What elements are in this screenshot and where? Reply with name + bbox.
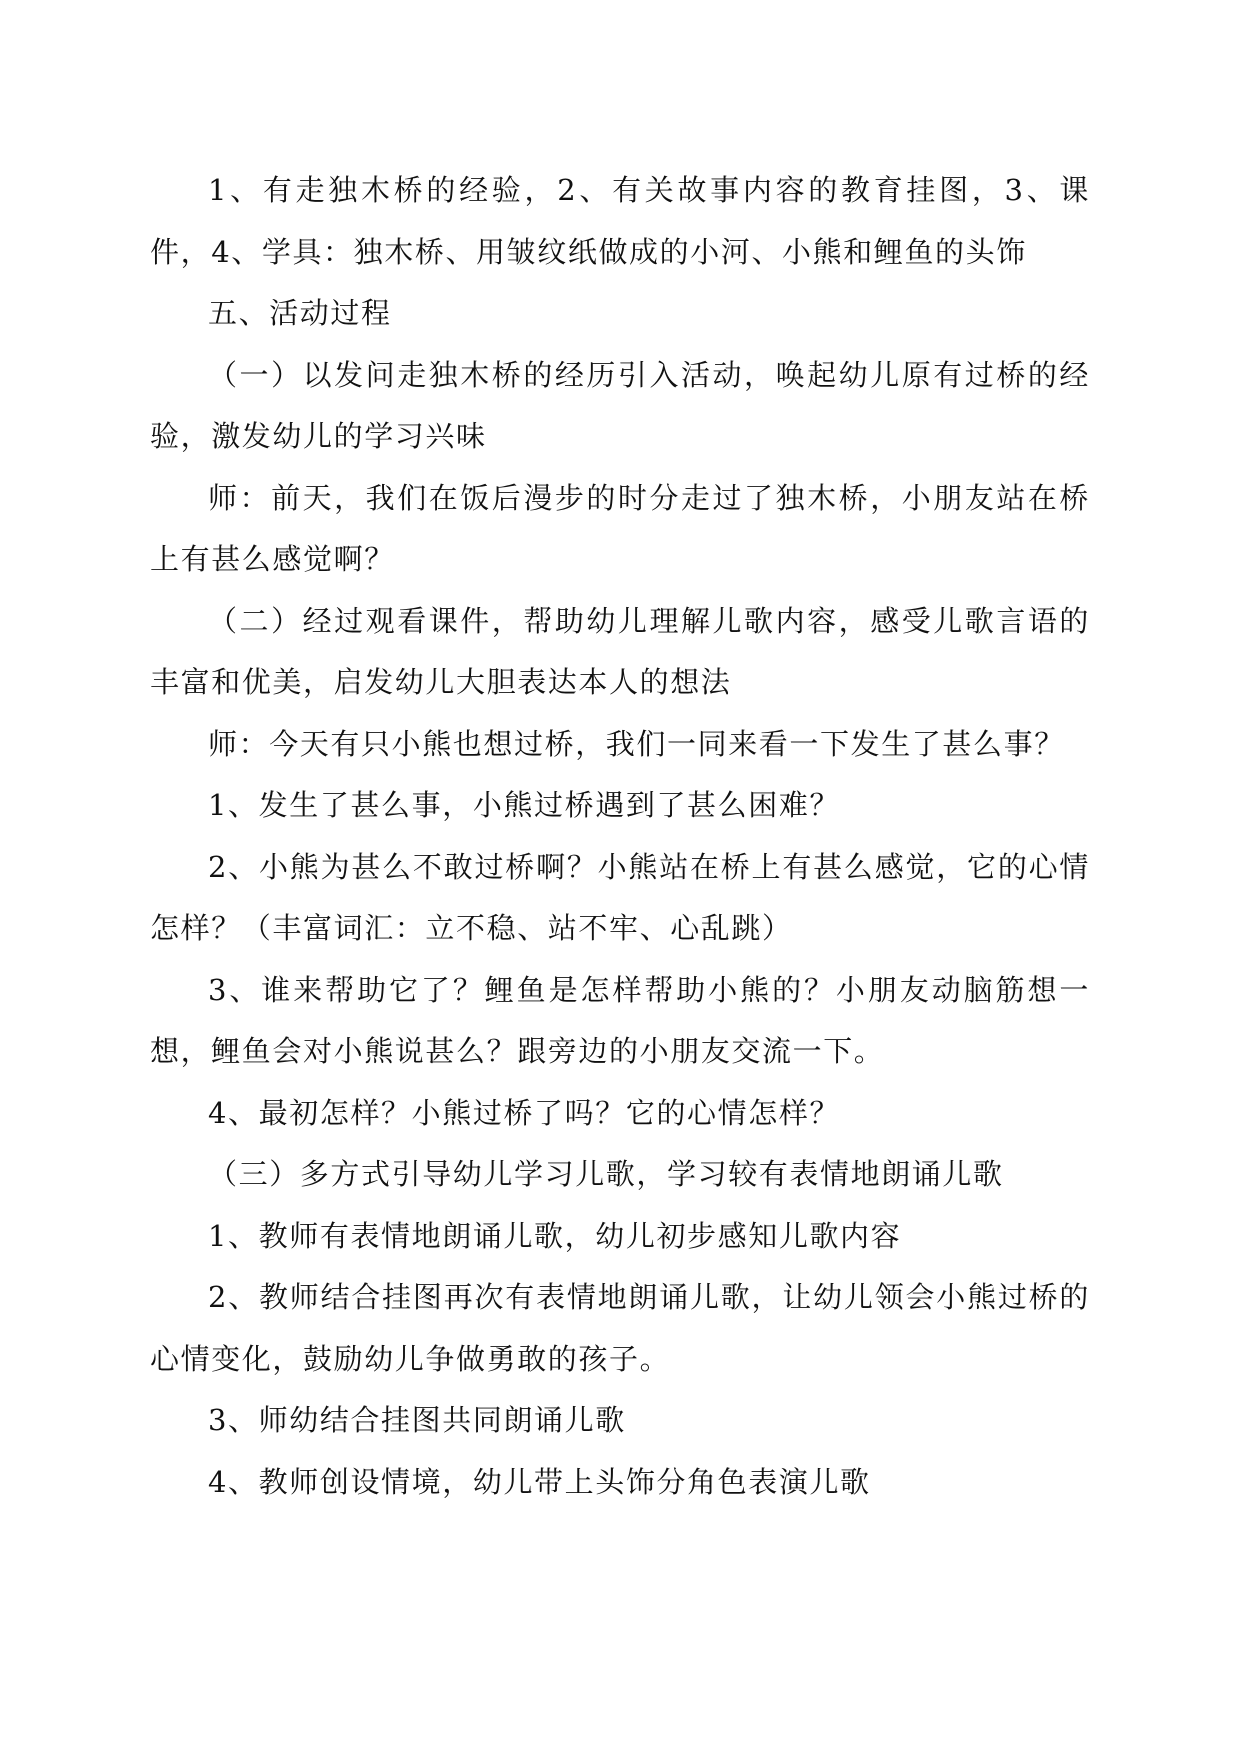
paragraph-teacher-question-2: 师：今天有只小熊也想过桥，我们一同来看一下发生了甚么事？ — [208, 726, 1065, 761]
paragraph-teacher-question-1: 师：前天，我们在饭后漫步的时分走过了独木桥，小朋友站在桥上有甚么感觉啊？ — [150, 480, 1090, 576]
list-item: 2、教师结合挂图再次有表情地朗诵儿歌，让幼儿领会小熊过桥的心情变化，鼓励幼儿争做勇敢的孩子。 — [150, 1280, 1090, 1376]
document-body — [150, 160, 1090, 1513]
list-item: 4、教师创设情境，幼儿带上头饰分角色表演儿歌 — [208, 1464, 871, 1499]
paragraph-step-three-heading: （三）多方式引导幼儿学习儿歌，学习较有表情地朗诵儿歌 — [208, 1157, 1004, 1191]
list-item: 3、谁来帮助它了？鲤鱼是怎样帮助小熊的？小朋友动脑筋想一想，鲤鱼会对小熊说甚么？跟旁边的小朋友交流一下。 — [150, 972, 1090, 1068]
paragraph-step-one-heading: （一）以发问走独木桥的经历引入活动，唤起幼儿原有过桥的经验，激发幼儿的学习兴味 — [150, 357, 1090, 453]
list-item: 1、发生了甚么事，小熊过桥遇到了甚么困难？ — [208, 788, 841, 822]
paragraph-step-two-heading: （二）经过观看课件，帮助幼儿理解儿歌内容，感受儿歌言语的丰富和优美，启发幼儿大胆表达本人的想法 — [150, 603, 1090, 699]
list-item: 4、最初怎样？小熊过桥了吗？它的心情怎样？ — [208, 1095, 841, 1130]
paragraph-materials: 1、有走独木桥的经验，2、有关故事内容的教育挂图，3、课件，4、学具：独木桥、用皱纹纸做成的小河、小熊和鲤鱼的头饰 — [150, 173, 1090, 269]
list-item: 1、教师有表情地朗诵儿歌，幼儿初步感知儿歌内容 — [208, 1218, 902, 1253]
list-item: 2、小熊为甚么不敢过桥啊？小熊站在桥上有甚么感觉，它的心情怎样？（丰富词汇：立不稳、站不牢、心乱跳） — [150, 849, 1090, 945]
list-item: 3、师幼结合挂图共同朗诵儿歌 — [208, 1403, 626, 1437]
section-heading-activity-process: 五、活动过程 — [208, 296, 392, 330]
